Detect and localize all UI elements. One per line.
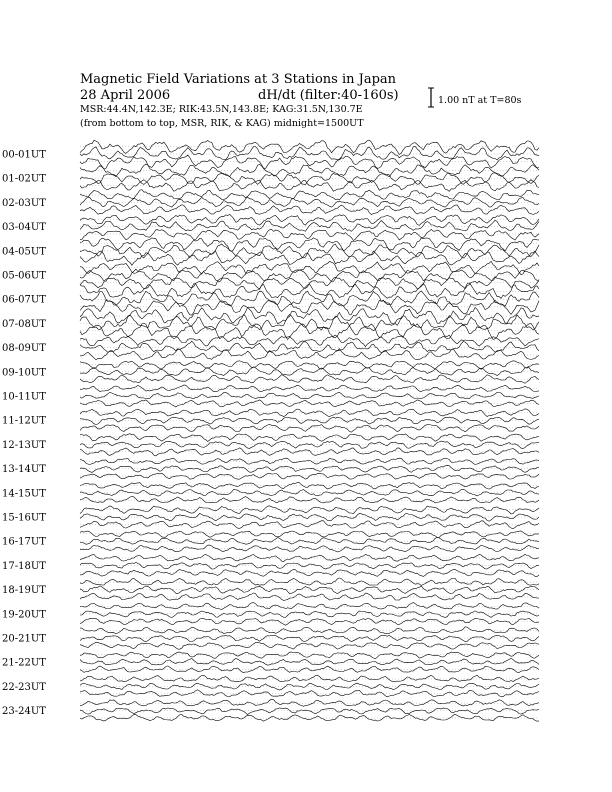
hour-label: 02-03UT (2, 197, 46, 209)
trace-msr (80, 570, 539, 577)
hour-label: 22-23UT (2, 681, 46, 693)
trace-kag (80, 699, 539, 706)
chart-title: Magnetic Field Variations at 3 Stations in Japan (80, 72, 397, 87)
trace-rik (80, 173, 539, 185)
trace-rik (80, 538, 539, 545)
station-coordinates: MSR:44.4N,142.3E; RIK:43.5N,143.8E; KAG:31.5N,130.7E (80, 104, 363, 115)
trace-kag (80, 482, 539, 489)
trace-msr (80, 521, 539, 529)
hour-label: 04-05UT (2, 246, 46, 258)
hour-label: 08-09UT (2, 343, 46, 355)
trace-msr (80, 229, 539, 240)
trace-msr (80, 375, 539, 384)
hour-label: 03-04UT (2, 222, 46, 234)
hour-label: 21-22UT (2, 657, 46, 669)
trace-rik (80, 611, 539, 618)
trace-rik (80, 708, 539, 715)
trace-msr (80, 618, 539, 625)
trace-kag (80, 578, 539, 586)
chart-date: 28 April 2006 (80, 88, 171, 103)
trace-rik (80, 562, 539, 569)
scale-bar (428, 88, 522, 107)
trace-rik (80, 269, 539, 282)
hour-label: 07-08UT (2, 318, 46, 330)
hour-label: 13-14UT (2, 464, 46, 476)
trace-rik (80, 417, 539, 425)
hour-label: 20-21UT (2, 633, 46, 645)
trace-msr (80, 349, 539, 360)
trace-msr (80, 690, 539, 697)
trace-rik (80, 367, 539, 376)
scale-bar-label: 1.00 nT at T=80s (438, 95, 522, 106)
trace-rik (80, 220, 539, 231)
trace-kag (80, 214, 539, 225)
trace-kag (80, 335, 539, 347)
trace-msr (80, 205, 539, 215)
hour-label: 06-07UT (2, 294, 46, 306)
trace-kag (80, 190, 539, 200)
hour-labels (2, 150, 46, 718)
trace-kag (80, 652, 539, 659)
trace-kag (80, 603, 539, 610)
trace-msr (80, 473, 539, 479)
trace-msr (80, 666, 539, 673)
trace-kag (80, 261, 539, 274)
trace-kag (80, 506, 539, 514)
trace-rik (80, 466, 539, 473)
station-order-note: (from bottom to top, MSR, RIK, & KAG) midnight=1500UT (80, 118, 364, 129)
trace-msr (80, 496, 539, 503)
trace-kag (80, 385, 539, 392)
hour-label: 00-01UT (2, 149, 46, 161)
hour-label: 11-12UT (2, 415, 46, 427)
trace-rik (80, 197, 539, 207)
trace-rik (80, 513, 539, 521)
trace-msr (80, 180, 539, 192)
hour-label: 23-24UT (2, 706, 46, 718)
trace-kag (80, 675, 539, 682)
trace-kag (80, 361, 539, 370)
trace-rik (80, 586, 539, 594)
trace-msr (80, 251, 539, 265)
trace-kag (80, 283, 539, 299)
hour-label: 01-02UT (2, 173, 46, 185)
hour-label: 14-15UT (2, 488, 46, 500)
trace-kag (80, 627, 539, 634)
trace-msr (80, 714, 539, 721)
trace-kag (80, 554, 539, 561)
hour-label: 05-06UT (2, 270, 46, 282)
hour-label: 16-17UT (2, 536, 46, 548)
trace-msr (80, 593, 539, 601)
hour-label: 19-20UT (2, 609, 46, 621)
trace-msr (80, 642, 539, 649)
trace-rik (80, 291, 539, 306)
hour-label: 12-13UT (2, 439, 46, 451)
chart-quantity: dH/dt (filter:40-160s) (258, 88, 399, 103)
hour-label: 15-16UT (2, 512, 46, 524)
hour-label: 09-10UT (2, 367, 46, 379)
trace-rik (80, 314, 539, 330)
trace-panel (80, 140, 539, 721)
trace-rik (80, 441, 539, 449)
trace-msr (80, 545, 539, 552)
hour-label: 10-11UT (2, 391, 46, 403)
trace-rik (80, 635, 539, 641)
trace-msr (80, 425, 539, 433)
trace-kag (80, 434, 539, 442)
hour-label: 18-19UT (2, 585, 46, 597)
trace-rik (80, 658, 539, 665)
trace-kag (80, 140, 539, 154)
trace-kag (80, 458, 539, 464)
trace-kag (80, 531, 539, 538)
trace-rik (80, 392, 539, 398)
trace-rik (80, 341, 539, 352)
hour-label: 17-18UT (2, 560, 46, 572)
trace-msr (80, 277, 539, 289)
